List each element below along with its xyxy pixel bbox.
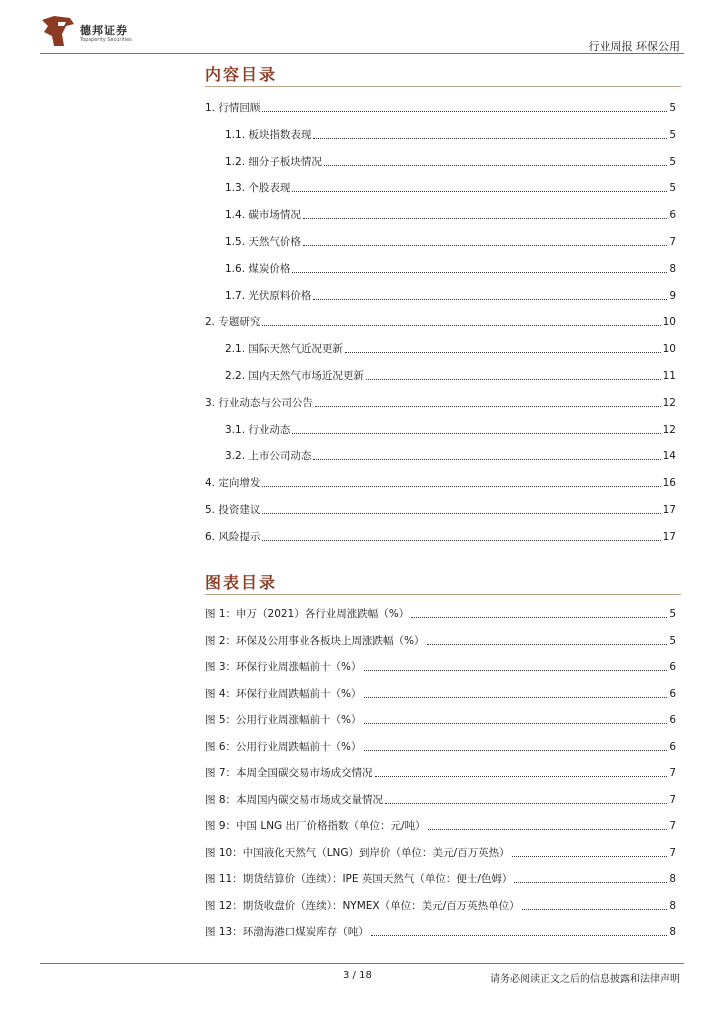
- dot-leader: [292, 433, 660, 434]
- toc-entry[interactable]: [225, 262, 676, 276]
- entry-page-number: 6: [669, 714, 676, 726]
- entry-label: 6. 风险提示: [205, 530, 261, 543]
- entry-label: 1.2. 细分子板块情况: [225, 155, 322, 168]
- figure-entry[interactable]: [205, 793, 676, 807]
- dot-leader: [262, 111, 667, 112]
- entry-label: 图 7：本周全国碳交易市场成交情况: [205, 767, 373, 779]
- toc-entry[interactable]: [205, 315, 676, 329]
- entry-label: 图 9：中国 LNG 出厂价格指数（单位：元/吨）: [205, 820, 426, 832]
- entry-page-number: 5: [669, 155, 676, 168]
- entry-page-number: 12: [662, 423, 676, 436]
- entry-page-number: 10: [662, 316, 676, 329]
- dot-leader: [364, 670, 668, 671]
- figure-entry[interactable]: [205, 607, 676, 621]
- entry-page-number: 6: [669, 661, 676, 673]
- dot-leader: [371, 935, 668, 936]
- dot-leader: [262, 513, 660, 514]
- entry-label: 1.1. 板块指数表现: [225, 128, 312, 141]
- dot-leader: [364, 697, 668, 698]
- entry-label: 4. 定向增发: [205, 477, 261, 490]
- entry-page-number: 14: [662, 450, 676, 463]
- figure-entry[interactable]: [205, 740, 676, 754]
- entry-page-number: 10: [662, 343, 676, 356]
- entry-page-number: 8: [669, 262, 676, 275]
- dot-leader: [303, 245, 667, 246]
- figures-title-rule: [205, 594, 681, 595]
- toc-entry[interactable]: [225, 342, 676, 356]
- figure-entry[interactable]: [205, 766, 676, 780]
- entry-page-number: 5: [669, 182, 676, 195]
- dot-leader: [427, 644, 668, 645]
- entry-page-number: 11: [662, 370, 676, 382]
- entry-page-number: 5: [669, 102, 676, 114]
- toc-entry[interactable]: [225, 369, 676, 383]
- entry-page-number: 9: [669, 289, 676, 302]
- entry-page-number: 7: [669, 767, 676, 779]
- entry-page-number: 7: [669, 820, 676, 832]
- entry-label: 图 10：中国液化天然气（LNG）到岸价（单位：美元/百万英热）: [205, 846, 510, 859]
- entry-page-number: 8: [669, 926, 676, 938]
- entry-label: 1.5. 天然气价格: [225, 236, 301, 248]
- entry-page-number: 6: [669, 209, 676, 222]
- toc-entry[interactable]: [205, 476, 676, 490]
- footer-divider: [40, 963, 684, 964]
- toc-entry[interactable]: [205, 101, 676, 115]
- entry-label: 图 2：环保及公用事业各板块上周涨跌幅（%）: [205, 634, 425, 647]
- figure-entry[interactable]: [205, 899, 676, 913]
- toc-entry[interactable]: [225, 449, 676, 463]
- dot-leader: [313, 299, 667, 300]
- dot-leader: [512, 856, 668, 857]
- entry-page-number: 8: [669, 873, 676, 885]
- figure-entry[interactable]: [205, 819, 676, 833]
- entry-label: 3.2. 上市公司动态: [225, 450, 312, 463]
- entry-label: 1.7. 光伏原料价格: [225, 289, 312, 302]
- entry-label: 2.2. 国内天然气市场近况更新: [225, 370, 364, 382]
- entry-label: 图 5：公用行业周涨幅前十（%）: [205, 714, 362, 726]
- entry-page-number: 16: [662, 477, 676, 490]
- dot-leader: [385, 803, 667, 804]
- dot-leader: [428, 829, 668, 830]
- entry-label: 图 13：环渤海港口煤炭库存（吨）: [205, 926, 369, 938]
- header-divider: [40, 53, 684, 54]
- dot-leader: [375, 776, 668, 777]
- entry-label: 图 6：公用行业周跌幅前十（%）: [205, 740, 362, 753]
- toc-entry[interactable]: [225, 155, 676, 169]
- toc-entry[interactable]: [205, 503, 676, 517]
- toc-entry[interactable]: [205, 396, 676, 410]
- dragon-logo-icon: [40, 14, 76, 48]
- toc-entry[interactable]: [225, 289, 676, 303]
- figure-entry[interactable]: [205, 872, 676, 886]
- dot-leader: [262, 540, 660, 541]
- dot-leader: [315, 406, 661, 407]
- entry-label: 3. 行业动态与公司公告: [205, 396, 313, 409]
- dot-leader: [366, 379, 661, 380]
- page-number: 3 / 18: [343, 970, 372, 981]
- entry-label: 图 12：期货收盘价（连续）：NYMEX（单位：美元/百万英热单位）: [205, 899, 520, 912]
- toc-entry[interactable]: [225, 423, 676, 437]
- entry-label: 图 1：申万（2021）各行业周涨跌幅（%）: [205, 608, 410, 620]
- company-logo: [40, 14, 165, 48]
- dot-leader: [364, 723, 668, 724]
- legal-disclaimer: 请务必阅读正文之后的信息披露和法律声明: [490, 974, 680, 985]
- toc-entry[interactable]: [225, 208, 676, 222]
- dot-leader: [345, 352, 661, 353]
- entry-page-number: 6: [669, 740, 676, 753]
- logo-english-name: Topsperity Securities: [80, 37, 132, 43]
- toc-entry[interactable]: [205, 530, 676, 544]
- dot-leader: [262, 325, 660, 326]
- dot-leader: [411, 617, 667, 618]
- entry-label: 图 11：期货结算价（连续）：IPE 英国天然气（单位：便士/色姆）: [205, 873, 513, 885]
- toc-entry[interactable]: [225, 181, 676, 195]
- contents-title: 内容目录: [205, 65, 278, 84]
- dot-leader: [313, 138, 667, 139]
- entry-label: 1.4. 碳市场情况: [225, 209, 301, 222]
- entry-label: 5. 投资建议: [205, 504, 261, 516]
- entry-page-number: 17: [662, 530, 676, 543]
- entry-page-number: 12: [662, 396, 676, 409]
- entry-page-number: 5: [669, 608, 676, 620]
- figure-entry[interactable]: [205, 687, 676, 701]
- figure-entry[interactable]: [205, 660, 676, 674]
- dot-leader: [303, 218, 667, 219]
- dot-leader: [292, 272, 667, 273]
- figure-entry[interactable]: [205, 713, 676, 727]
- entry-label: 图 3：环保行业周涨幅前十（%）: [205, 661, 362, 673]
- entry-page-number: 7: [669, 236, 676, 248]
- entry-label: 1.6. 煤炭价格: [225, 262, 291, 275]
- dot-leader: [522, 909, 668, 910]
- dot-leader: [364, 750, 668, 751]
- figure-entry[interactable]: [205, 846, 676, 860]
- figure-entry[interactable]: [205, 925, 676, 939]
- entry-label: 1. 行情回顾: [205, 102, 261, 114]
- entry-label: 3.1. 行业动态: [225, 423, 291, 436]
- report-type-label: 行业周报 环保公用: [588, 40, 680, 53]
- entry-label: 2. 专题研究: [205, 316, 261, 329]
- dot-leader: [324, 165, 667, 166]
- entry-label: 图 4：环保行业周跌幅前十（%）: [205, 687, 362, 700]
- entry-page-number: 6: [669, 687, 676, 700]
- entry-page-number: 8: [669, 899, 676, 912]
- dot-leader: [313, 459, 660, 460]
- dot-leader: [262, 486, 660, 487]
- logo-chinese-name: 德邦证券: [80, 24, 128, 37]
- toc-entry[interactable]: [225, 128, 676, 142]
- dot-leader: [514, 882, 667, 883]
- entry-label: 2.1. 国际天然气近况更新: [225, 343, 343, 356]
- entry-page-number: 17: [662, 504, 676, 516]
- figure-entry[interactable]: [205, 634, 676, 648]
- entry-page-number: 7: [669, 793, 676, 806]
- figures-title: 图表目录: [205, 573, 278, 592]
- dot-leader: [292, 191, 667, 192]
- entry-page-number: 7: [669, 846, 676, 859]
- entry-label: 图 8：本周国内碳交易市场成交量情况: [205, 793, 384, 806]
- entry-label: 1.3. 个股表现: [225, 182, 291, 195]
- entry-page-number: 5: [669, 128, 676, 141]
- entry-page-number: 5: [669, 634, 676, 647]
- contents-title-rule: [205, 86, 681, 87]
- toc-entry[interactable]: [225, 235, 676, 249]
